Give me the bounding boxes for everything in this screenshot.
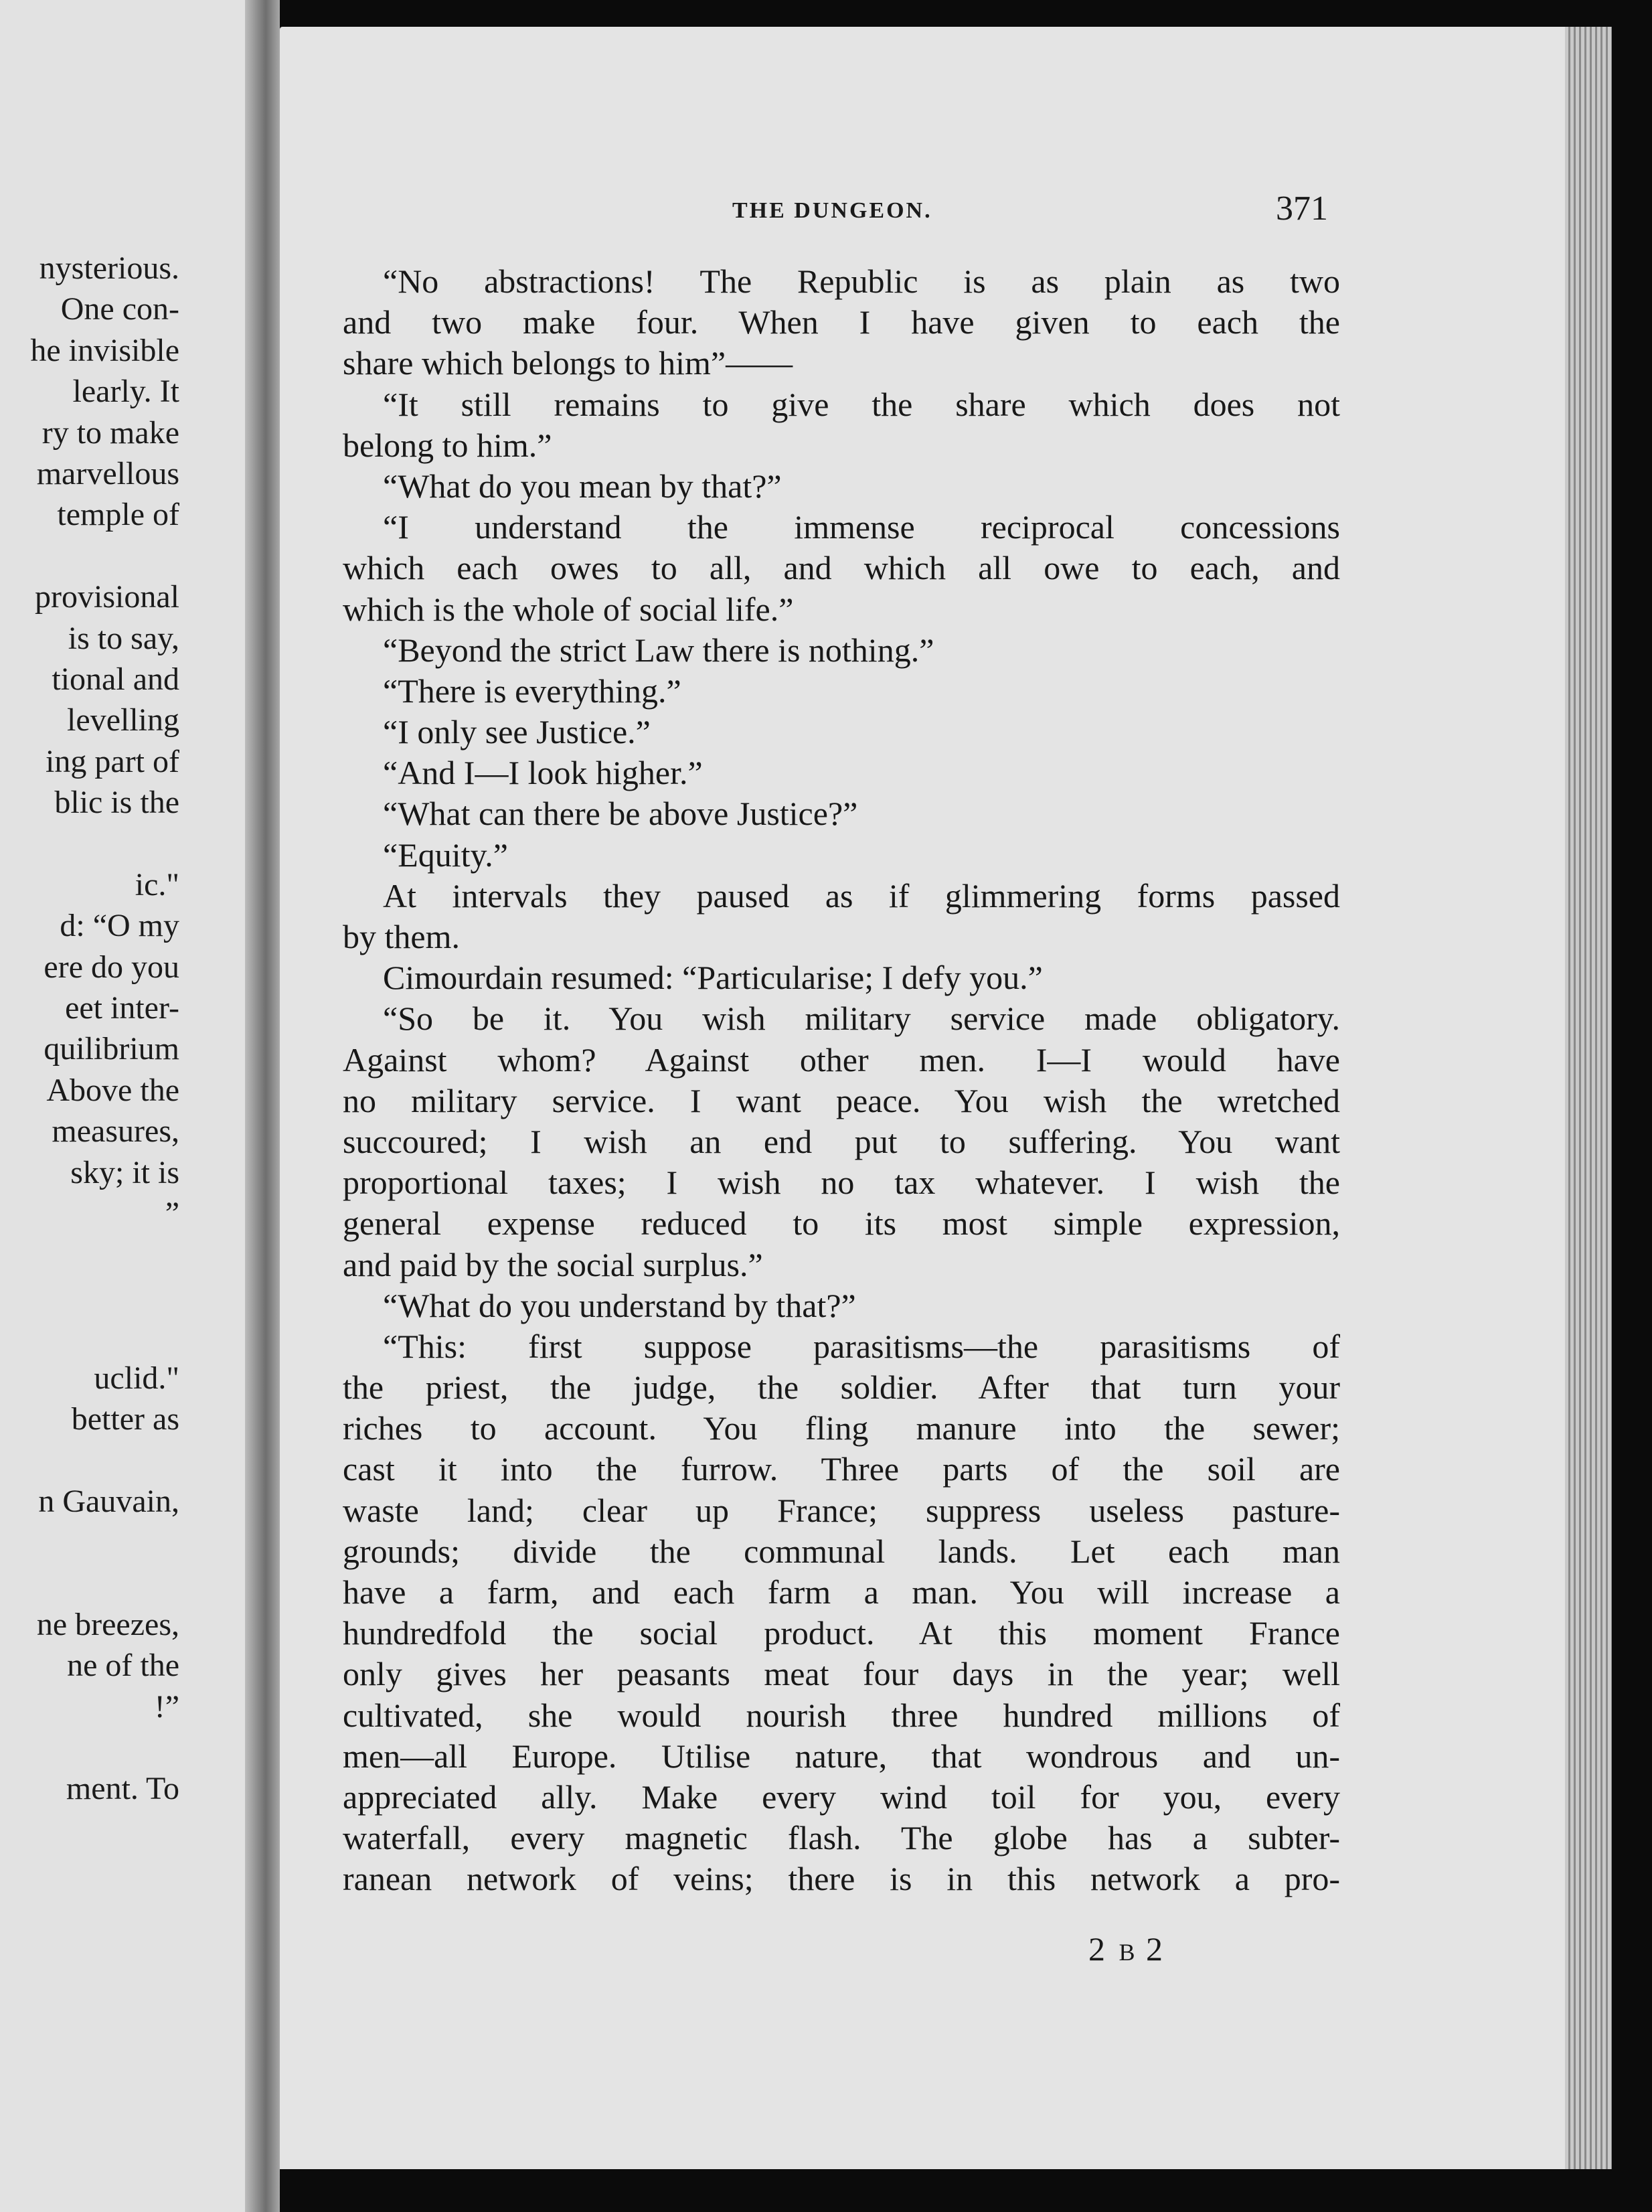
text-line: general expense reduced to its most simple expression,: [343, 1204, 1340, 1243]
left-page-line: [0, 1316, 179, 1357]
left-page-line: levelling: [67, 702, 179, 738]
left-page-line: nysterious.: [39, 250, 179, 286]
text-line: which each owes to all, and which all owe to each, and: [343, 549, 1340, 587]
text-line: Cimourdain resumed: “Particularise; I defy you.”: [383, 959, 1043, 997]
text-line: and paid by the social surplus.”: [343, 1245, 763, 1283]
text-line: Against whom? Against other men. I—I would have: [343, 1040, 1340, 1079]
left-page-line: d: “O my: [60, 908, 179, 944]
text-line: “Equity.”: [383, 836, 508, 874]
text-line: by them.: [343, 918, 460, 955]
left-page-line: learly. It: [72, 374, 179, 410]
body-text: [343, 261, 1340, 1900]
left-page-line: [0, 1727, 179, 1768]
left-page-line: [0, 1439, 179, 1480]
running-head: THE DUNGEON.: [732, 198, 932, 223]
left-page-line: [0, 823, 179, 864]
book-gutter: [245, 0, 280, 2212]
text-line: cast it into the furrow. Three parts of the soil are: [343, 1450, 1340, 1488]
left-page-line: [0, 1275, 179, 1316]
left-page-line: !”: [154, 1688, 179, 1725]
page-edges: [1565, 27, 1612, 2169]
text-line: “So be it. You wish military service made obligatory.: [383, 1000, 1340, 1038]
text-line: have a farm, and each farm a man. You will increase a: [343, 1573, 1340, 1611]
left-page-line: temple of: [57, 497, 179, 533]
signature-letter: B: [1119, 1939, 1135, 1966]
left-page-line: ”: [165, 1195, 179, 1231]
text-line: men—all Europe. Utilise nature, that wondrous and un-: [343, 1737, 1340, 1775]
text-line: waste land; clear up France; suppress useless pasture-: [343, 1491, 1340, 1529]
text-line: share which belongs to him”——: [343, 344, 793, 382]
text-line: the priest, the judge, the soldier. After that turn your: [343, 1368, 1340, 1407]
text-line: riches to account. You fling manure into the sewer;: [343, 1409, 1340, 1447]
text-line: “It still remains to give the share which does not: [383, 385, 1340, 423]
text-line: and two make four. When I have given to each the: [343, 303, 1340, 341]
signature-pre: 2: [1088, 1930, 1108, 1968]
left-page-line: One con-: [60, 291, 179, 327]
left-page-line: is to say,: [68, 620, 179, 656]
text-line: hundredfold the social product. At this moment France: [343, 1614, 1340, 1652]
left-page-line: ing part of: [46, 743, 179, 779]
text-line: “I only see Justice.”: [383, 713, 651, 751]
text-line: “And I—I look higher.”: [383, 754, 703, 792]
text-line: succoured; I wish an end put to suffering. You want: [343, 1122, 1340, 1160]
left-page-line: measures,: [52, 1113, 179, 1150]
text-line: “Beyond the strict Law there is nothing.”: [383, 631, 934, 669]
signature-post: 2: [1146, 1930, 1166, 1968]
text-line: “I understand the immense reciprocal concessions: [383, 508, 1340, 546]
left-page-line: better as: [71, 1401, 179, 1437]
text-line: “No abstractions! The Republic is as plain as two: [383, 262, 1340, 300]
page-number: 371: [1276, 189, 1328, 228]
left-page-line: he invisible: [30, 332, 179, 368]
text-line: no military service. I want peace. You wish the wretched: [343, 1081, 1340, 1119]
text-line: At intervals they paused as if glimmering forms passed: [383, 876, 1340, 915]
left-page-line: uclid.": [94, 1360, 179, 1396]
text-line: appreciated ally. Make every wind toil for you, every: [343, 1778, 1340, 1816]
left-page-line: n Gauvain,: [38, 1483, 179, 1519]
left-page: [0, 0, 245, 2212]
left-page-line: quilibrium: [44, 1031, 179, 1067]
signature-mark: [1088, 1929, 1165, 1968]
text-line: “What do you mean by that?”: [383, 467, 782, 505]
left-page-line: [0, 1234, 179, 1275]
text-line: cultivated, she would nourish three hundred millions of: [343, 1696, 1340, 1734]
text-line: ranean network of veins; there is in this network a pro-: [343, 1860, 1340, 1898]
left-page-line: ne breezes,: [36, 1606, 179, 1642]
left-page-line: ne of the: [67, 1648, 179, 1684]
text-line: “This: first suppose parasitisms—the parasitisms of: [383, 1327, 1340, 1365]
text-line: which is the whole of social life.”: [343, 590, 794, 628]
text-line: waterfall, every magnetic flash. The globe has a subter-: [343, 1819, 1340, 1857]
left-page-line: ic.": [135, 866, 179, 902]
left-page-line: ry to make: [42, 414, 179, 451]
text-line: “There is everything.”: [383, 672, 681, 710]
left-page-line: Above the: [46, 1072, 179, 1108]
left-page-text: [0, 248, 179, 1810]
text-line: only gives her peasants meat four days in the year; well: [343, 1655, 1340, 1693]
left-page-line: [0, 1522, 179, 1563]
left-page-line: ere do you: [44, 949, 179, 985]
left-page-line: [0, 536, 179, 576]
text-line: proportional taxes; I wish no tax whatever. I wish the: [343, 1164, 1340, 1202]
left-page-line: eet inter-: [65, 990, 179, 1026]
left-page-line: provisional: [35, 579, 179, 615]
left-page-line: blic is the: [54, 785, 179, 821]
text-line: “What can there be above Justice?”: [383, 795, 858, 833]
left-page-line: tional and: [52, 661, 179, 697]
text-line: belong to him.”: [343, 426, 552, 464]
left-page-line: sky; it is: [70, 1154, 179, 1190]
left-page-line: ment. To: [66, 1771, 179, 1807]
left-page-line: marvellous: [36, 455, 179, 491]
text-line: grounds; divide the communal lands. Let each man: [343, 1532, 1340, 1570]
left-page-line: [0, 1563, 179, 1604]
text-line: “What do you understand by that?”: [383, 1286, 856, 1324]
